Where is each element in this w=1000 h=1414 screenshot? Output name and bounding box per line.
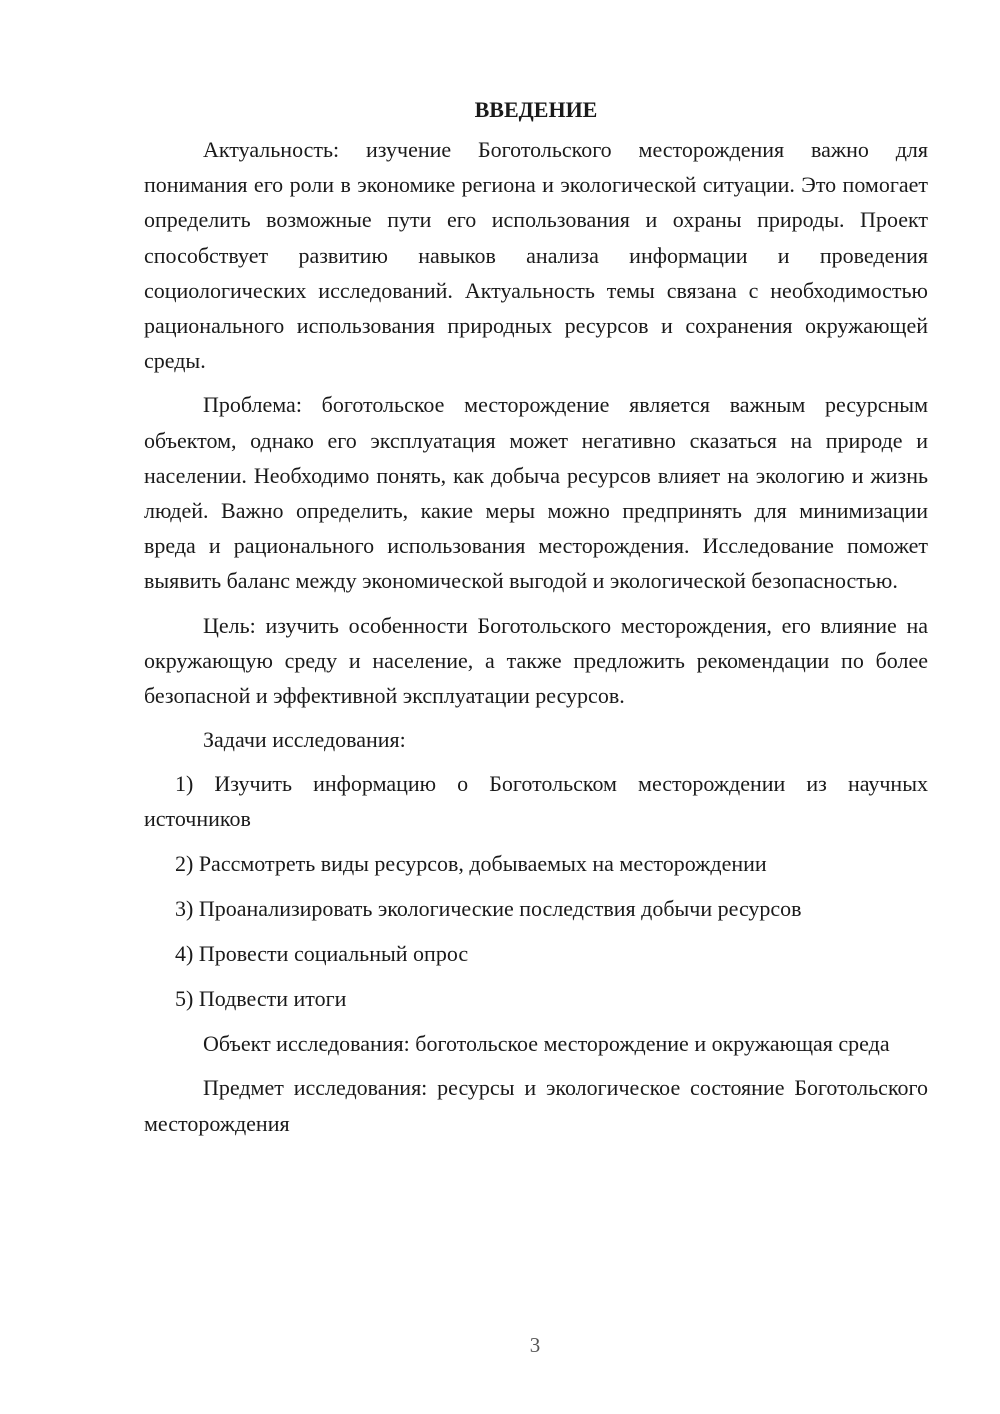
section-title: ВВЕДЕНИЕ <box>474 97 598 122</box>
research-object-paragraph: Объект исследования: боготольское месторождение и окружающая среда <box>203 1031 890 1057</box>
task-item-2: 2) Рассмотреть виды ресурсов, добываемых на месторождении <box>175 851 767 877</box>
task-item-4: 4) Провести социальный опрос <box>175 941 469 967</box>
relevance-paragraph: Актуальность: изучение Боготольского месторождения важно для понимания его роли в экономике региона и экологической ситуации. Это помогает определить возможные пути его использования и охраны природы. Проект способствует развитию навыков анализа информации и проведения социологических исследований. Актуальность темы связана с необходимостью рационального использования природных ресурсов и сохранения окружающей среды. <box>144 137 928 374</box>
page-number: 3 <box>529 1333 541 1357</box>
task-item-1: 1) Изучить информацию о Боготольском месторождении из научных источников <box>144 771 928 832</box>
task-item-3: 3) Проанализировать экологические последствия добычи ресурсов <box>175 896 802 922</box>
tasks-heading: Задачи исследования: <box>203 727 406 753</box>
goal-paragraph: Цель: изучить особенности Боготольского месторождения, его влияние на окружающую среду и население, а также предложить рекомендации по более безопасной и эффективной эксплуатации ресурсов. <box>144 612 928 709</box>
research-subject-paragraph: Предмет исследования: ресурсы и экологическое состояние Боготольского месторождения <box>144 1075 928 1136</box>
document-page <box>144 92 928 1150</box>
problem-paragraph: Проблема: боготольское месторождение является важным ресурсным объектом, однако его эксплуатация может негативно сказаться на природе и населении. Необходимо понять, как добыча ресурсов влияет на экологию и жизнь людей. Важно определить, какие меры можно предпринять для минимизации вреда и рационального использования месторождения. Исследование поможет выявить баланс между экономической выгодой и экологической безопасностью. <box>144 392 928 594</box>
task-item-5: 5) Подвести итоги <box>175 986 347 1012</box>
